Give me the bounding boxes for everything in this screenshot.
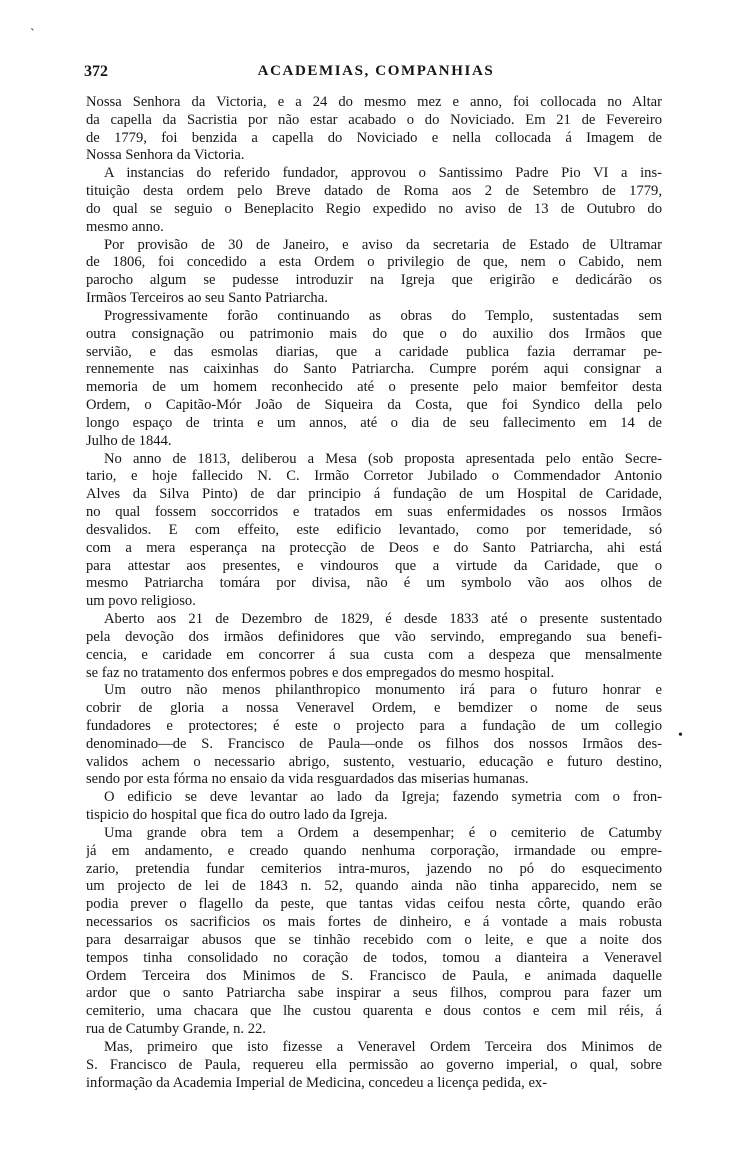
text-line: podia prever o flagello da peste, que tantas vidas ceifou nesta côrte, quando erão (86, 896, 662, 913)
text-line: Nossa Senhora da Victoria. (86, 147, 245, 164)
paragraph (86, 825, 662, 1039)
text-line: tario, e hoje fallecido N. C. Irmão Corretor Jubilado o Commendador Antonio (86, 468, 662, 485)
text-line: Alves da Silva Pinto) de dar principio á fundação de um Hospital de Caridade, (86, 486, 662, 503)
text-line: A instancias do referido fundador, approvou o Santissimo Padre Pio VI a ins- (104, 165, 662, 182)
text-line: cencia, e caridade em concorrer á sua custa com a despeza que mensalmente (86, 646, 662, 663)
text-line: pela devoção dos irmãos definidores que vão servindo, empregando sua benefi- (86, 628, 662, 645)
text-line: desvalidos. E com effeito, este edificio levantado, como por temeridade, só (86, 521, 662, 538)
text-line: mesmo anno. (86, 218, 164, 235)
text-line: da capella da Sacristia por não estar acabado o do Noviciado. Em 21 de Fevereiro (86, 111, 662, 128)
text-line: Uma grande obra tem a Ordem a desempenhar; é o cemiterio de Catumby (104, 824, 662, 841)
paragraph (86, 1039, 662, 1092)
text-line: rua de Catumby Grande, n. 22. (86, 1021, 266, 1038)
text-line: Ordem, o Capitão-Mór João de Siqueira da Costa, que foi Syndico della pelo (86, 397, 662, 414)
paragraph (86, 789, 662, 825)
text-line: tempos tinha consolidado no coração de todos, tomou a dianteira a Veneravel (86, 949, 662, 966)
margin-mark: • (678, 728, 683, 743)
text-line: do qual se seguio o Beneplacito Regio expedido no aviso de 13 de Outubro do (86, 200, 662, 217)
text-line: Nossa Senhora da Victoria, e a 24 do mesmo mez e anno, foi collocada no Altar (86, 94, 662, 110)
text-line: ardor que o santo Patriarcha sabe inspirar a seus filhos, comprou para fazer um (86, 985, 662, 1002)
text-line: um projecto de lei de 1843 n. 52, quando ainda não tinha apparecido, nem se (86, 878, 662, 895)
text-line: de 1806, foi concedido a esta Ordem o privilegio de que, nem o Cabido, nem (86, 254, 662, 271)
text-line: informação da Academia Imperial de Medicina, concedeu a licença pedida, ex- (86, 1074, 548, 1091)
text-line: com a mera esperança na protecção de Deos e do Santo Patriarcha, ahi está (86, 539, 662, 556)
text-line: servião, e das esmolas diarias, que a caridade publica fazia derramar pe- (86, 343, 662, 360)
paragraph (86, 611, 662, 682)
running-head: ACADEMIAS, COMPANHIAS (257, 63, 495, 79)
body-text (86, 94, 662, 1092)
text-line: Mas, primeiro que isto fizesse a Veneravel Ordem Terceira dos Minimos de (104, 1038, 662, 1055)
text-line: cobrir de gloria a nossa Veneravel Ordem, e bemdizer o nome de seus (86, 700, 662, 717)
text-line: S. Francisco de Paula, requereu ella permissão ao governo imperial, o qual, sobre (86, 1056, 662, 1073)
text-line: denominado—de S. Francisco de Paula—onde os filhos dos nossos Irmãos des- (86, 735, 662, 752)
text-line: validos achem o necessario abrigo, sustento, vestuario, educação e futuro destino, (86, 753, 662, 770)
paragraph (86, 682, 662, 789)
text-line: rennemente nas caixinhas do Santo Patriarcha. Cumpre porém aqui consignar a (86, 361, 662, 378)
text-line: mesmo Patriarcha tomára por divisa, não é um symbolo vão aos olhos de (86, 575, 662, 592)
paragraph (86, 308, 662, 451)
page-number: 372 (84, 63, 108, 80)
text-line: no qual fossem soccorridos e tratados em suas enfermidades os nossos Irmãos (86, 504, 662, 521)
text-line: O edificio se deve levantar ao lado da Igreja; fazendo symetria com o fron- (104, 789, 662, 806)
paragraph (86, 237, 662, 308)
text-line: sendo por esta fórma no ensaio da vida resguardados das miserias humanas. (86, 771, 529, 788)
text-line: um povo religioso. (86, 593, 196, 610)
top-corner-mark: ` (30, 27, 35, 42)
text-line: Ordem Terceira dos Minimos de S. Francisco de Paula, e animada daquelle (86, 967, 662, 984)
text-line: necessarios os sacrificios os mais fortes de dinheiro, e á vontade a mais robusta (86, 914, 662, 931)
text-line: parocho algum se pudesse introduzir na Igreja que erigirão e dedicárão os (86, 272, 662, 289)
text-line: No anno de 1813, deliberou a Mesa (sob proposta apresentada pelo então Secre- (104, 450, 662, 467)
text-line: Aberto aos 21 de Dezembro de 1829, é desde 1833 até o presente sustentado (104, 611, 662, 628)
text-line: outra consignação ou patrimonio mais do que o do auxilio dos Irmãos que (86, 325, 662, 342)
text-line: tituição desta ordem pelo Breve datado de Roma aos 2 de Setembro de 1779, (86, 183, 662, 200)
text-line: Julho de 1844. (86, 432, 172, 449)
paragraph (86, 451, 662, 611)
text-line: fundadores e protectores; é este o projecto para a fundação de um collegio (86, 717, 662, 734)
text-line: já em andamento, e creado quando nenhuma corporação, irmandade ou empre- (86, 842, 662, 859)
paragraph (86, 165, 662, 236)
text-line: para attestar aos presentes, e vindouros que a virtude da Caridade, que o (86, 557, 662, 574)
text-line: se faz no tratamento dos enfermos pobres e dos empregados do mesmo hospital. (86, 664, 555, 681)
page-header (84, 63, 668, 85)
text-line: Irmãos Terceiros ao seu Santo Patriarcha. (86, 290, 328, 307)
paragraph (86, 94, 662, 165)
text-line: Por provisão de 30 de Janeiro, e aviso da secretaria de Estado de Ultramar (104, 236, 662, 253)
text-line: zario, pretendia fundar cemiterios intra-muros, jazendo no pó do esquecimento (86, 860, 662, 877)
text-line: Progressivamente forão continuando as obras do Templo, sustentadas sem (104, 307, 662, 324)
text-line: de 1779, foi benzida a capella do Noviciado e nella collocada á Imagem de (86, 129, 662, 146)
text-line: para desarraigar abusos que se tinhão recebido com o leite, e que a noite dos (86, 931, 662, 948)
text-line: cemiterio, uma chacara que lhe custou quarenta e dous contos e cem mil réis, á (86, 1003, 662, 1020)
text-line: Um outro não menos philanthropico monumento irá para o futuro honrar e (104, 682, 662, 699)
text-line: tispicio do hospital que fica do outro lado da Igreja. (86, 807, 388, 824)
text-line: memoria de um homem reconhecido até o presente pelo maior bemfeitor desta (86, 379, 662, 396)
text-line: longo espaço de trinta e um annos, até o dia de seu fallecimento em 14 de (86, 414, 662, 431)
